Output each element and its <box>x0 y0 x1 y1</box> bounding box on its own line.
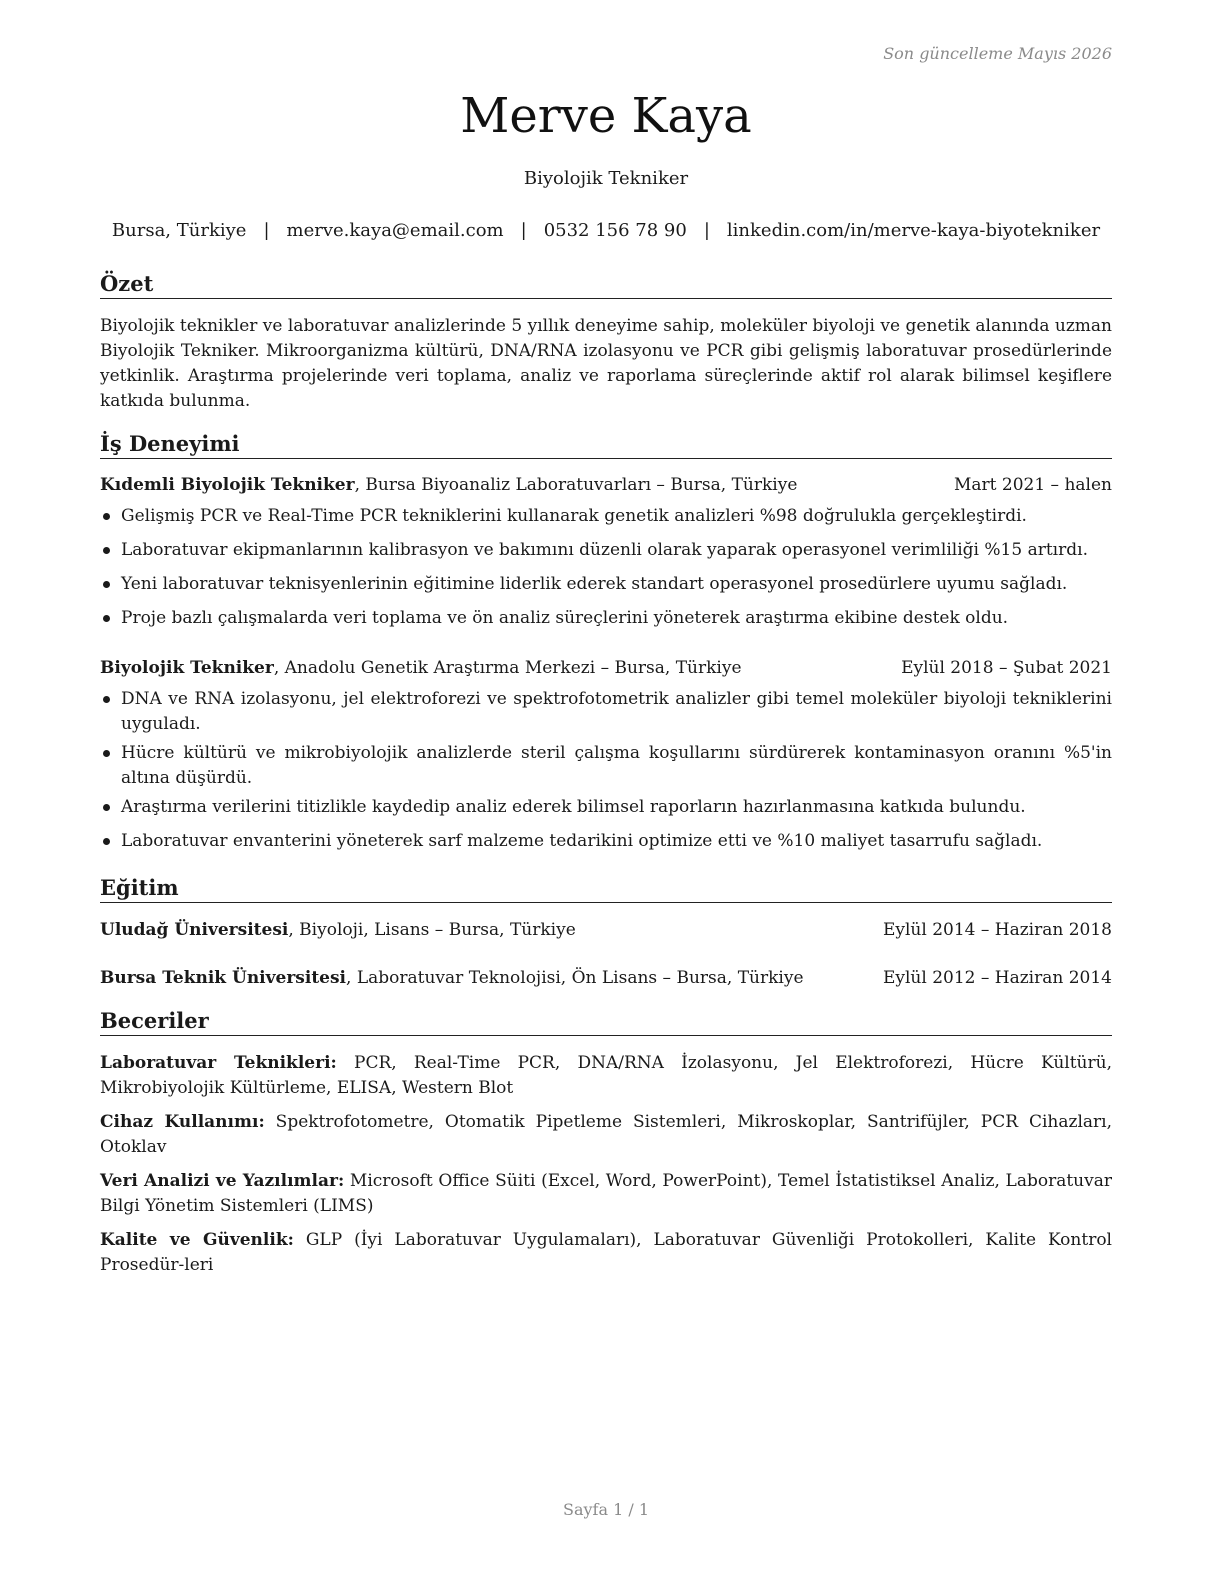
contact-separator: | <box>263 220 270 241</box>
skill-value: GLP (İyi Laboratuvar Uygulamaları), Laboratuvar Güvenliği Protokolleri, Kalite Kontrol Prosedür-leri <box>100 1230 1112 1275</box>
job-bullet: Gelişmiş PCR ve Real-Time PCR tekniklerini kullanarak genetik analizleri %98 doğrulukla gerçekleştirdi. <box>100 504 1112 529</box>
education-title-line <box>100 966 804 991</box>
contact-email[interactable]: merve.kaya@email.com <box>286 220 504 241</box>
summary-text: Biyolojik teknikler ve laboratuvar analizlerinde 5 yıllık deneyime sahip, moleküler biyoloji ve genetik alanında uzman Biyolojik Tekniker. Mikroorganizma kültürü, DNA/RNA izolasyonu ve PCR gibi gelişmiş laboratuvar prosedürlerinde yetkinlik. Araştırma projelerinde veri toplama, analiz ve raporlama süreçlerinde aktif rol alarak bilimsel keşiflere katkıda bulunma. <box>100 316 1112 411</box>
education-detail: , Laboratuvar Teknolojisi, Ön Lisans – Bursa, Türkiye <box>346 968 804 988</box>
last-updated: Son güncelleme Mayıs 2026 <box>883 44 1112 63</box>
education-detail: , Biyoloji, Lisans – Bursa, Türkiye <box>288 920 576 940</box>
contact-separator: | <box>703 220 710 241</box>
skill-value: PCR, Real-Time PCR, DNA/RNA İzolasyonu, Jel Elektroforezi, Hücre Kültürü, Mikrobiyolojik Kültürleme, ELISA, Western Blot <box>100 1053 1112 1098</box>
job-header <box>100 656 1112 681</box>
skill-item <box>100 1228 1112 1278</box>
candidate-name: Merve Kaya <box>460 88 752 144</box>
job-bullet: Laboratuvar envanterini yöneterek sarf malzeme tedarikini optimize etti ve %10 maliyet tasarrufu sağladı. <box>100 829 1112 854</box>
resume-page <box>100 0 1112 1584</box>
section-title-experience: İş Deneyimi <box>100 430 1112 459</box>
job-bullet: Hücre kültürü ve mikrobiyolojik analizlerde steril çalışma koşullarını sürdürerek kontaminasyon oranını %5'in altına düşürdü. <box>100 741 1112 791</box>
contact-phone: 0532 156 78 90 <box>543 220 687 241</box>
section-title-summary: Özet <box>100 270 1112 299</box>
candidate-role: Biyolojik Tekniker <box>523 168 689 189</box>
contact-linkedin[interactable]: linkedin.com/in/merve-kaya-biyotekniker <box>726 220 1101 241</box>
education-dates: Eylül 2014 – Haziran 2018 <box>882 920 1112 940</box>
skill-item <box>100 1169 1112 1219</box>
skills-list <box>100 1051 1112 1287</box>
education-item <box>100 918 1112 943</box>
job-bullet: Araştırma verilerini titizlikle kaydedip analiz ederek bilimsel raporların hazırlanmasına katkıda bulundu. <box>100 795 1112 820</box>
education-item <box>100 966 1112 991</box>
skill-value: Spektrofotometre, Otomatik Pipetleme Sistemleri, Mikroskoplar, Santrifüjler, PCR Cihazları, Otoklav <box>100 1112 1112 1157</box>
job-bullet: DNA ve RNA izolasyonu, jel elektroforezi ve spektrofotometrik analizler gibi temel moleküler biyoloji tekniklerini uyguladı. <box>100 687 1112 737</box>
education-school: Uludağ Üniversitesi <box>100 920 289 940</box>
job-company: , Anadolu Genetik Araştırma Merkezi – Bursa, Türkiye <box>273 658 742 678</box>
job-bullets <box>100 504 1112 631</box>
job-bullets <box>100 687 1112 854</box>
job-header <box>100 473 1112 498</box>
skill-item <box>100 1110 1112 1160</box>
job-title-line <box>100 473 797 498</box>
job-bullet: Laboratuvar ekipmanlarının kalibrasyon ve bakımını düzenli olarak yaparak operasyonel verimliliği %15 artırdı. <box>100 538 1112 563</box>
skill-label: Laboratuvar Teknikleri: <box>100 1053 337 1073</box>
job-title-line <box>100 656 742 681</box>
contact-separator: | <box>520 220 527 241</box>
education-title-line <box>100 918 576 943</box>
section-title-skills: Beceriler <box>100 1007 1112 1036</box>
job-bullet: Yeni laboratuvar teknisyenlerinin eğitimine liderlik ederek standart operasyonel prosedürlere uyumu sağladı. <box>100 572 1112 597</box>
education-dates: Eylül 2012 – Haziran 2014 <box>882 968 1112 988</box>
section-title-education: Eğitim <box>100 874 1112 903</box>
page-number: Sayfa 1 / 1 <box>562 1500 649 1519</box>
education-school: Bursa Teknik Üniversitesi <box>100 968 347 988</box>
skill-item <box>100 1051 1112 1101</box>
job-dates: Mart 2021 – halen <box>953 475 1112 495</box>
job-position: Biyolojik Tekniker <box>100 658 274 678</box>
job-position: Kıdemli Biyolojik Tekniker <box>100 475 355 495</box>
job-bullet: Proje bazlı çalışmalarda veri toplama ve ön analiz süreçlerini yöneterek araştırma ekibine destek oldu. <box>100 606 1112 631</box>
skill-label: Kalite ve Güvenlik: <box>100 1230 294 1250</box>
contact-line <box>30 218 1182 244</box>
skill-value: Microsoft Office Süiti (Excel, Word, PowerPoint), Temel İstatistiksel Analiz, Laboratuvar Bilgi Yönetim Sistemleri (LIMS) <box>100 1171 1112 1216</box>
skill-label: Veri Analizi ve Yazılımlar: <box>100 1171 345 1191</box>
job-dates: Eylül 2018 – Şubat 2021 <box>901 658 1112 678</box>
skill-label: Cihaz Kullanımı: <box>100 1112 265 1132</box>
job-company: , Bursa Biyoanaliz Laboratuvarları – Bursa, Türkiye <box>354 475 798 495</box>
contact-location: Bursa, Türkiye <box>111 220 247 241</box>
